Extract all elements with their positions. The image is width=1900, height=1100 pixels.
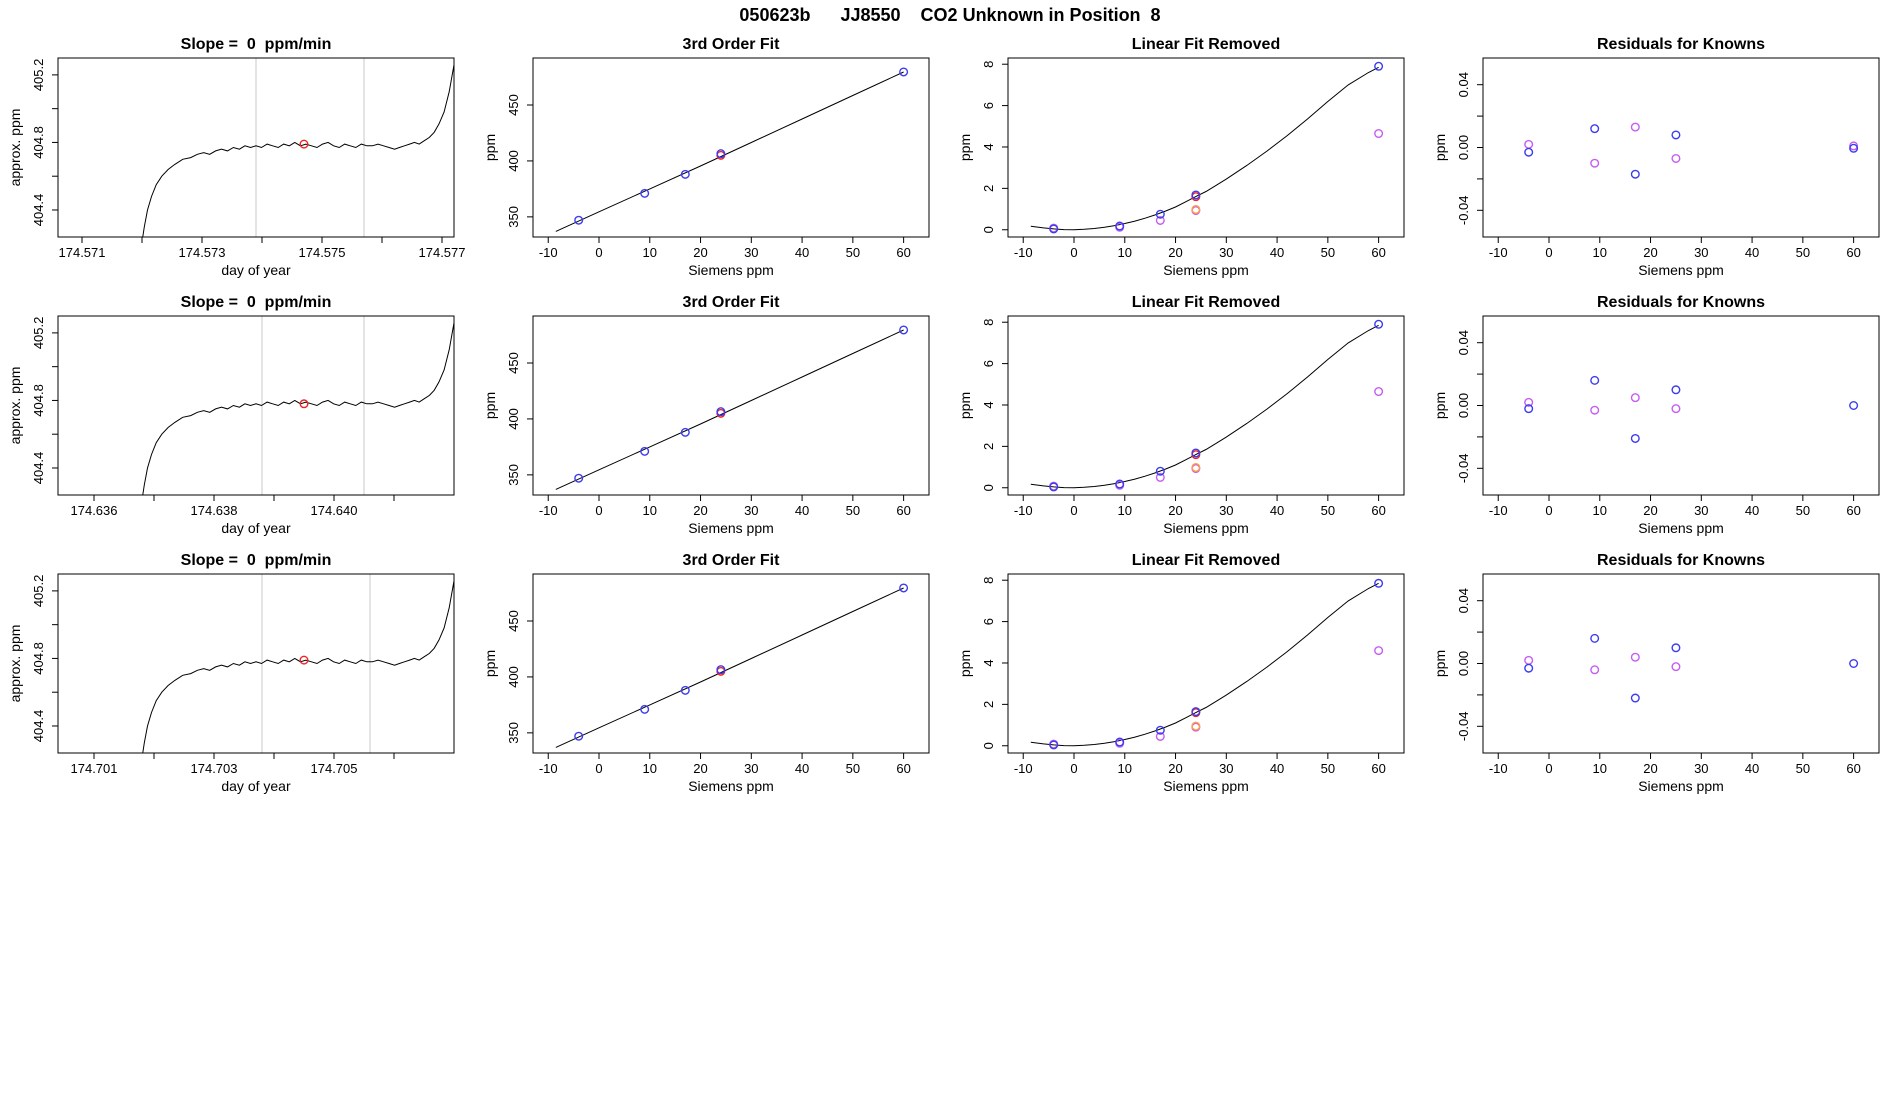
- panel-title: Residuals for Knowns: [1596, 36, 1766, 53]
- x-axis-label: Siemens ppm: [1638, 520, 1724, 536]
- purple-point-marker: [1632, 653, 1640, 661]
- purple-point-marker: [1632, 394, 1640, 402]
- panel-title: Linear Fit Removed: [1131, 294, 1281, 311]
- chart-resid-3: [1425, 546, 1900, 804]
- x-tick-label: 174.636: [70, 503, 118, 518]
- plot-frame: [1008, 316, 1404, 495]
- purple-point-marker: [1591, 666, 1599, 674]
- x-tick-label: 10: [642, 503, 658, 518]
- blue-point-marker: [1591, 125, 1599, 133]
- x-tick-label: 10: [642, 761, 658, 776]
- blue-point-marker: [1632, 170, 1640, 178]
- x-tick-label: 60: [1371, 503, 1386, 518]
- chart-linres-3: [950, 546, 1425, 804]
- x-tick-label: 60: [1846, 245, 1861, 260]
- x-tick-label: 50: [845, 761, 861, 776]
- x-tick-label: 20: [1168, 245, 1183, 260]
- y-tick-label: 6: [981, 101, 996, 110]
- blue-point-marker: [1375, 320, 1383, 328]
- x-tick-label: 40: [1269, 245, 1285, 260]
- plot-fit-row2: [475, 288, 950, 546]
- blue-point-marker: [1850, 402, 1858, 410]
- y-tick-label: 8: [981, 318, 996, 326]
- x-tick-label: 10: [1592, 503, 1608, 518]
- x-tick-label: 20: [1643, 245, 1658, 260]
- x-tick-label: 40: [794, 761, 810, 776]
- plot-resid-row3: [1425, 546, 1900, 804]
- purple-point-marker: [1375, 388, 1383, 396]
- x-tick-label: 60: [896, 245, 911, 260]
- y-axis-label: ppm: [1432, 649, 1448, 678]
- blue-point-marker: [1375, 580, 1383, 588]
- x-tick-label: 20: [693, 503, 708, 518]
- y-tick-label: 405.2: [31, 58, 46, 92]
- x-tick-label: 174.573: [178, 245, 226, 260]
- x-tick-label: 0: [1070, 761, 1078, 776]
- x-tick-label: -10: [538, 503, 558, 518]
- y-tick-label: 0: [981, 484, 996, 492]
- plot-linres-row1: [950, 30, 1425, 288]
- y-tick-label: 450: [506, 352, 521, 374]
- panel-title: Slope = 0 ppm/min: [180, 552, 332, 569]
- x-axis-label: Siemens ppm: [1638, 262, 1724, 278]
- x-tick-label: 10: [1592, 245, 1608, 260]
- panel-title: Linear Fit Removed: [1131, 36, 1281, 53]
- x-tick-label: 40: [794, 245, 810, 260]
- y-tick-label: 4: [981, 401, 996, 409]
- purple-point-marker: [1525, 141, 1533, 149]
- x-tick-label: 30: [1219, 245, 1234, 260]
- blue-point-marker: [1591, 635, 1599, 643]
- chart-linres-2: [950, 288, 1425, 546]
- y-tick-label: -0.04: [1456, 453, 1471, 484]
- x-tick-label: 20: [1168, 761, 1183, 776]
- y-tick-label: 404.4: [31, 451, 46, 485]
- data-series: [137, 65, 454, 269]
- y-tick-label: 0.00: [1456, 134, 1471, 161]
- data-series: [137, 581, 454, 785]
- purple-point-marker: [1375, 130, 1383, 138]
- x-axis-label: Siemens ppm: [1163, 778, 1249, 794]
- x-tick-label: 174.577: [418, 245, 466, 260]
- chart-slope-1: [0, 30, 475, 288]
- x-tick-label: -10: [1013, 245, 1033, 260]
- x-tick-label: 20: [1168, 503, 1183, 518]
- x-axis-label: Siemens ppm: [688, 520, 774, 536]
- y-tick-label: 350: [506, 464, 521, 486]
- plot-frame: [1483, 58, 1879, 237]
- purple-point-marker: [1672, 405, 1680, 413]
- plot-resid-row1: [1425, 30, 1900, 288]
- data-series: [1031, 325, 1379, 488]
- x-tick-label: 50: [845, 245, 861, 260]
- x-tick-label: 60: [1371, 245, 1386, 260]
- plot-frame: [1483, 574, 1879, 753]
- plot-frame: [1008, 574, 1404, 753]
- x-tick-label: 20: [1643, 503, 1658, 518]
- panel-title: Residuals for Knowns: [1596, 552, 1766, 569]
- x-tick-label: 40: [1744, 245, 1760, 260]
- data-series: [556, 330, 904, 489]
- x-axis-label: day of year: [221, 778, 291, 794]
- x-axis-label: Siemens ppm: [688, 778, 774, 794]
- panel-title: 3rd Order Fit: [682, 552, 780, 569]
- y-tick-label: 0: [981, 742, 996, 750]
- x-tick-label: 30: [1694, 761, 1709, 776]
- y-axis-label: approx. ppm: [7, 108, 23, 187]
- blue-point-marker: [1525, 148, 1533, 156]
- x-tick-label: 20: [693, 761, 708, 776]
- panel-title: Slope = 0 ppm/min: [180, 36, 332, 53]
- x-tick-label: 10: [1117, 761, 1133, 776]
- x-tick-label: 20: [1643, 761, 1658, 776]
- plot-frame: [58, 316, 454, 495]
- plot-grid: [0, 30, 1900, 804]
- plot-slope-row1: [0, 30, 475, 288]
- data-series: [1031, 67, 1379, 230]
- x-tick-label: 50: [845, 503, 861, 518]
- x-tick-label: -10: [1013, 761, 1033, 776]
- blue-point-marker: [1632, 435, 1640, 443]
- y-axis-label: ppm: [482, 649, 498, 678]
- x-tick-label: 10: [1592, 761, 1608, 776]
- plot-resid-row2: [1425, 288, 1900, 546]
- y-tick-label: 6: [981, 617, 996, 626]
- x-tick-label: -10: [1488, 245, 1508, 260]
- y-tick-label: 0: [981, 226, 996, 234]
- blue-point-marker: [900, 68, 908, 76]
- x-tick-label: 174.701: [70, 761, 118, 776]
- purple-point-marker: [1632, 123, 1640, 131]
- x-tick-label: 50: [1320, 245, 1336, 260]
- x-tick-label: 0: [1545, 245, 1553, 260]
- x-tick-label: 60: [1846, 503, 1861, 518]
- blue-point-marker: [1632, 694, 1640, 702]
- x-tick-label: 174.571: [58, 245, 106, 260]
- y-tick-label: 2: [981, 700, 996, 708]
- x-tick-label: 50: [1795, 245, 1811, 260]
- data-series: [556, 72, 904, 231]
- y-tick-label: 0.00: [1456, 650, 1471, 677]
- y-tick-label: 0.00: [1456, 392, 1471, 419]
- chart-slope-2: [0, 288, 475, 546]
- y-tick-label: 4: [981, 143, 996, 151]
- x-tick-label: -10: [538, 761, 558, 776]
- x-tick-label: 40: [1744, 503, 1760, 518]
- blue-point-marker: [1850, 660, 1858, 668]
- panel-title: 3rd Order Fit: [682, 294, 780, 311]
- chart-fit-2: [475, 288, 950, 546]
- plot-frame: [1483, 316, 1879, 495]
- x-tick-label: 50: [1320, 761, 1336, 776]
- plot-slope-row2: [0, 288, 475, 546]
- y-tick-label: 8: [981, 60, 996, 68]
- blue-point-marker: [1525, 664, 1533, 672]
- y-tick-label: 404.4: [31, 193, 46, 227]
- blue-point-marker: [900, 584, 908, 592]
- x-tick-label: -10: [538, 245, 558, 260]
- chart-linres-1: [950, 30, 1425, 288]
- x-tick-label: -10: [1488, 761, 1508, 776]
- y-tick-label: 0.04: [1456, 330, 1471, 356]
- y-axis-label: ppm: [1432, 391, 1448, 420]
- panel-title: 3rd Order Fit: [682, 36, 780, 53]
- x-axis-label: day of year: [221, 520, 291, 536]
- x-tick-label: 20: [693, 245, 708, 260]
- blue-point-marker: [1672, 644, 1680, 652]
- purple-point-marker: [1375, 647, 1383, 655]
- x-tick-label: 50: [1320, 503, 1336, 518]
- x-axis-label: Siemens ppm: [1163, 520, 1249, 536]
- panel-title: Linear Fit Removed: [1131, 552, 1281, 569]
- x-tick-label: 30: [1219, 761, 1234, 776]
- plot-linres-row2: [950, 288, 1425, 546]
- x-tick-label: 0: [595, 503, 603, 518]
- y-tick-label: -0.04: [1456, 711, 1471, 742]
- y-tick-label: 404.4: [31, 709, 46, 743]
- x-tick-label: 174.705: [310, 761, 358, 776]
- x-axis-label: day of year: [221, 262, 291, 278]
- x-tick-label: 174.638: [190, 503, 238, 518]
- y-tick-label: 2: [981, 184, 996, 192]
- x-tick-label: -10: [1488, 503, 1508, 518]
- y-tick-label: 350: [506, 722, 521, 744]
- purple-point-marker: [1591, 159, 1599, 167]
- x-tick-label: 40: [1269, 761, 1285, 776]
- x-tick-label: 30: [1219, 503, 1234, 518]
- y-tick-label: 450: [506, 610, 521, 632]
- plot-frame: [58, 574, 454, 753]
- chart-fit-3: [475, 546, 950, 804]
- x-tick-label: 60: [1846, 761, 1861, 776]
- x-axis-label: Siemens ppm: [688, 262, 774, 278]
- y-tick-label: 2: [981, 442, 996, 450]
- y-tick-label: 0.04: [1456, 72, 1471, 98]
- x-tick-label: 30: [1694, 503, 1709, 518]
- chart-resid-1: [1425, 30, 1900, 288]
- plot-frame: [1008, 58, 1404, 237]
- purple-point-marker: [1672, 155, 1680, 163]
- y-axis-label: ppm: [482, 133, 498, 162]
- chart-fit-1: [475, 30, 950, 288]
- y-tick-label: 6: [981, 359, 996, 368]
- blue-point-marker: [1672, 386, 1680, 394]
- x-tick-label: 50: [1795, 503, 1811, 518]
- y-tick-label: 400: [506, 408, 521, 430]
- plot-frame: [533, 316, 929, 495]
- page-title: 050623b JJ8550 CO2 Unknown in Position 8: [739, 5, 1161, 25]
- plot-frame: [533, 574, 929, 753]
- y-tick-label: 400: [506, 150, 521, 172]
- x-tick-label: 30: [1694, 245, 1709, 260]
- purple-point-marker: [1525, 657, 1533, 665]
- x-tick-label: 40: [794, 503, 810, 518]
- y-axis-label: ppm: [957, 649, 973, 678]
- x-tick-label: 0: [595, 245, 603, 260]
- plot-frame: [533, 58, 929, 237]
- x-tick-label: 0: [1545, 503, 1553, 518]
- x-tick-label: 174.703: [190, 761, 238, 776]
- y-axis-label: ppm: [957, 391, 973, 420]
- blue-point-marker: [900, 326, 908, 334]
- y-tick-label: 4: [981, 659, 996, 667]
- x-tick-label: 60: [896, 503, 911, 518]
- y-tick-label: 404.8: [31, 126, 46, 159]
- y-tick-label: 350: [506, 206, 521, 228]
- y-axis-label: ppm: [482, 391, 498, 420]
- purple-point-marker: [1672, 663, 1680, 671]
- y-tick-label: 8: [981, 576, 996, 584]
- data-series: [137, 323, 454, 527]
- x-tick-label: 10: [1117, 245, 1133, 260]
- plot-slope-row3: [0, 546, 475, 804]
- x-tick-label: 10: [1117, 503, 1133, 518]
- x-tick-label: 30: [744, 761, 759, 776]
- x-tick-label: 30: [744, 245, 759, 260]
- plot-fit-row1: [475, 30, 950, 288]
- x-tick-label: 10: [642, 245, 658, 260]
- y-axis-label: approx. ppm: [7, 624, 23, 703]
- y-tick-label: 450: [506, 94, 521, 116]
- y-axis-label: ppm: [957, 133, 973, 162]
- y-axis-label: ppm: [1432, 133, 1448, 162]
- data-series: [1031, 583, 1379, 746]
- x-axis-label: Siemens ppm: [1638, 778, 1724, 794]
- chart-resid-2: [1425, 288, 1900, 546]
- y-tick-label: 404.8: [31, 384, 46, 417]
- data-series: [556, 588, 904, 747]
- x-tick-label: 0: [1070, 503, 1078, 518]
- y-tick-label: 405.2: [31, 574, 46, 608]
- x-tick-label: 0: [1070, 245, 1078, 260]
- chart-slope-3: [0, 546, 475, 804]
- y-tick-label: -0.04: [1456, 195, 1471, 226]
- x-tick-label: 0: [595, 761, 603, 776]
- y-tick-label: 405.2: [31, 316, 46, 350]
- purple-point-marker: [1591, 406, 1599, 414]
- blue-point-marker: [1375, 62, 1383, 70]
- plot-fit-row3: [475, 546, 950, 804]
- x-tick-label: 50: [1795, 761, 1811, 776]
- x-tick-label: -10: [1013, 503, 1033, 518]
- x-tick-label: 0: [1545, 761, 1553, 776]
- blue-point-marker: [1672, 131, 1680, 139]
- panel-title: Residuals for Knowns: [1596, 294, 1766, 311]
- blue-point-marker: [1591, 377, 1599, 385]
- y-tick-label: 404.8: [31, 642, 46, 675]
- plot-linres-row3: [950, 546, 1425, 804]
- x-axis-label: Siemens ppm: [1163, 262, 1249, 278]
- x-tick-label: 40: [1269, 503, 1285, 518]
- x-tick-label: 60: [896, 761, 911, 776]
- x-tick-label: 40: [1744, 761, 1760, 776]
- y-tick-label: 0.04: [1456, 588, 1471, 614]
- y-axis-label: approx. ppm: [7, 366, 23, 445]
- x-tick-label: 60: [1371, 761, 1386, 776]
- y-tick-label: 400: [506, 666, 521, 688]
- panel-title: Slope = 0 ppm/min: [180, 294, 332, 311]
- x-tick-label: 174.575: [298, 245, 346, 260]
- x-tick-label: 174.640: [310, 503, 358, 518]
- x-tick-label: 30: [744, 503, 759, 518]
